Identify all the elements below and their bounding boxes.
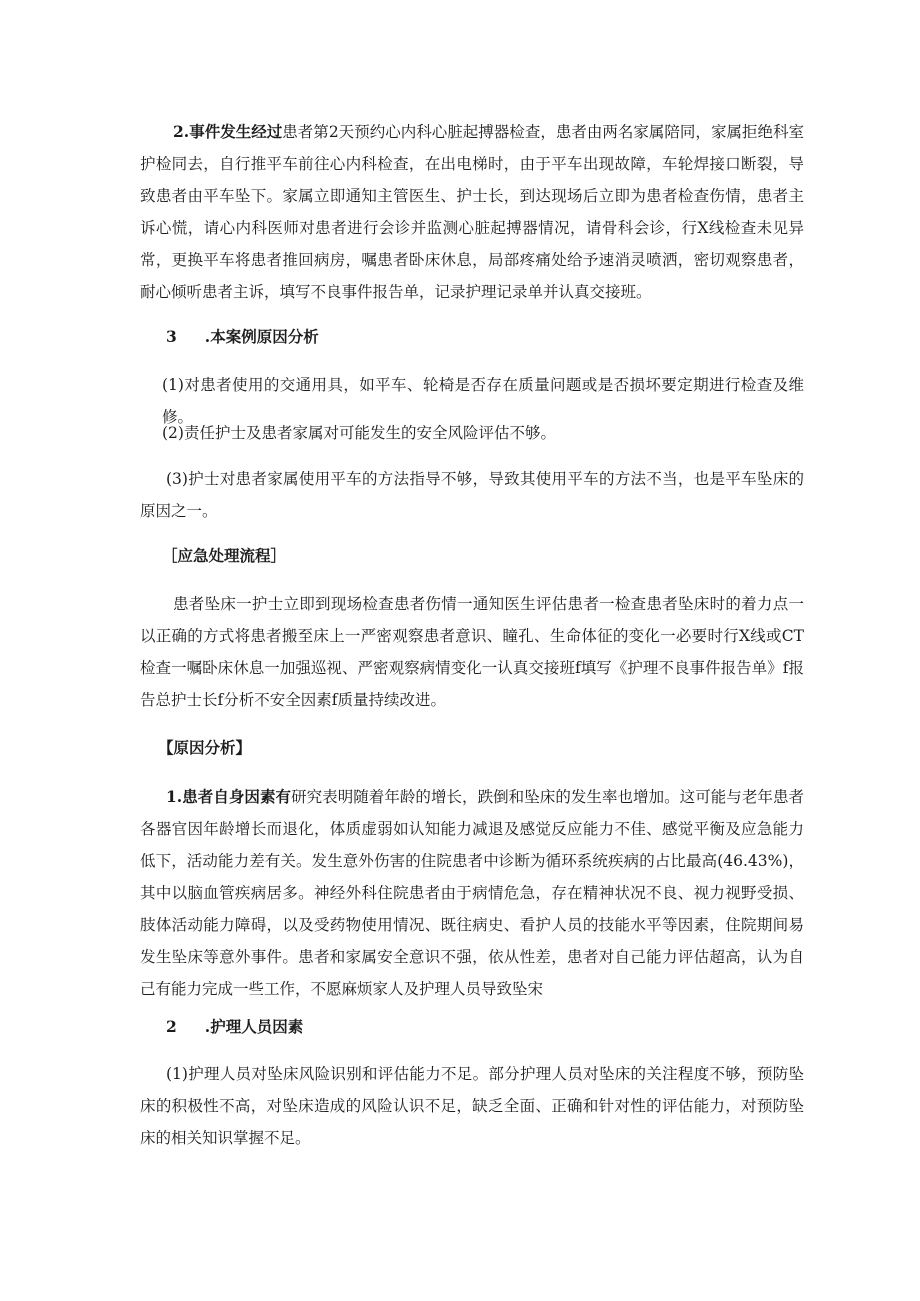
section-2-number: 2: [173, 122, 184, 141]
patient-factors-number: 1: [166, 787, 177, 806]
emergency-flow-text: 患者坠床一护士立即到现场检查患者伤情一通知医生评估患者一检查患者坠床时的着力点一以正确的方式将患者搬至床上一严密观察患者意识、瞳孔、生命体征的变化一必要时行X线或CT检查一嘱卧床休息一加强巡视、严密观察病情变化一认真交接班f填写《护理不良事件报告单》f报告总护士长f分析不安全因素f质量持续改进。: [140, 595, 804, 709]
cause-analysis-heading: 【原因分析】: [158, 738, 252, 757]
emergency-heading: ［应急处理流程］: [162, 546, 287, 565]
patient-factors-text: 研究表明随着年龄的增长，跌倒和坠床的发生率也增加。这可能与老年患者各器官因年龄增长而退化，体质虚弱如认知能力减退及感觉反应能力不佳、感觉平衡及应急能力低下，活动能力差有关。发生意外伤害的住院患者中诊断为循环系统疾病的占比最高(46.43%)，其中以脑血管疾病居多。神经外科住院患者由于病情危急，存在精神状况不良、视力视野受损、肢体活动能力障碍，以及受药物使用情况、既往病史、看护人员的技能水平等因素，住院期间易发生坠床等意外事件。患者和家属安全意识不强，依从性差，患者对自己能力评估超高，认为自己有能力完成一些工作，不愿麻烦家人及护理人员导致坠宋: [140, 788, 804, 998]
nurse-factors-number: 2: [166, 1017, 177, 1036]
cause-item-2: (2)责任护士及患者家属对可能发生的安全风险评估不够。: [162, 424, 556, 442]
section-3-number: 3: [166, 327, 177, 346]
section-2-text: 患者第2天预约心内科心脏起搏器检查，患者由两名家属陪同，家属拒绝科室护检同去，自行推平车前往心内科检查，在出电梯时，由于平车出现故障，车轮焊接口断裂，导致患者由平车坠下。家属立即通知主管医生、护士长，到达现场后立即为患者检查伤情，患者主诉心慌，请心内科医师对患者进行会诊并监测心脏起搏器情况，请骨科会诊，行X线检查未见异常，更换平车将患者推回病房，嘱患者卧床休息，局部疼痛处给予速消灵喷洒，密切观察患者，耐心倾听患者主诉，填写不良事件报告单，记录护理记录单并认真交接班。: [140, 123, 804, 301]
nurse-factors-heading-row: [166, 1011, 303, 1043]
section-2-paragraph: [140, 116, 804, 308]
section-3-heading: .本案例原因分析: [204, 327, 319, 346]
section-3-heading-row: [166, 321, 319, 353]
nurse-factors-text: (1)护理人员对坠床风险识别和评估能力不足。部分护理人员对坠床的关注程度不够，预防坠床的积极性不高，对坠床造成的风险认识不足，缺乏全面、正确和针对性的评估能力，对预防坠床的相关知识掌握不足。: [140, 1065, 804, 1147]
cause-item-3: (3)护士对患者家属使用平车的方法指导不够，导致其使用平车的方法不当，也是平车坠床的原因之一。: [140, 470, 804, 520]
section-2-heading: .事件发生经过: [183, 122, 283, 141]
nurse-factors-heading: .护理人员因素: [204, 1017, 304, 1036]
cause-item-1: (1)对患者使用的交通用具，如平车、轮椅是否存在质量问题或是否损坏要定期进行检查及维修。: [162, 376, 804, 426]
patient-factors-paragraph: [140, 781, 804, 1005]
patient-factors-heading: .患者自身因素有: [176, 787, 292, 806]
